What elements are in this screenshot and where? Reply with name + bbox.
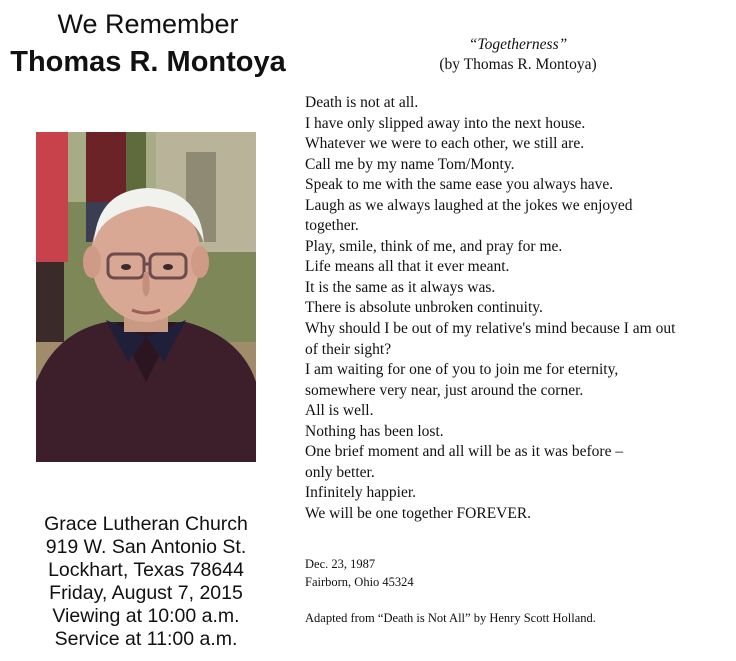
poem-line: There is absolute unbroken continuity. bbox=[305, 299, 543, 317]
poem-date: Dec. 23, 1987 bbox=[305, 557, 376, 571]
poem-line: Death is not at all. bbox=[305, 94, 419, 111]
poem-line: We will be one together FOREVER. bbox=[305, 504, 532, 522]
church-name: Grace Lutheran Church bbox=[44, 513, 248, 535]
left-column bbox=[0, 0, 300, 661]
poem-attribution: Adapted from “Death is Not All” by Henry Scott Holland. bbox=[305, 611, 596, 625]
church-city: Lockhart, Texas 78644 bbox=[48, 559, 244, 581]
portrait-photo bbox=[36, 132, 256, 462]
viewing-time: Viewing at 10:00 a.m. bbox=[52, 605, 240, 627]
poem-byline: (by Thomas R. Montoya) bbox=[439, 56, 597, 73]
service-date: Friday, August 7, 2015 bbox=[49, 582, 243, 604]
poem-line: Why should I be out of my relative's mind because I am out bbox=[305, 320, 676, 338]
poem-line: together. bbox=[305, 217, 359, 235]
poem-line: Nothing has been lost. bbox=[305, 422, 444, 440]
memorial-heading: We Remember bbox=[57, 9, 239, 39]
poem-line: Play, smile, think of me, and pray for me. bbox=[305, 237, 563, 255]
poem-origin bbox=[305, 555, 733, 591]
poem-line: Whatever we were to each other, we still are. bbox=[305, 135, 585, 153]
poem-line: Laugh as we always laughed at the jokes we enjoyed bbox=[305, 196, 633, 214]
poem-line: only better. bbox=[305, 463, 375, 481]
poem-line: Infinitely happier. bbox=[305, 484, 417, 502]
poem-line: somewhere very near, just around the corner. bbox=[305, 381, 584, 399]
memorial-name: Thomas R. Montoya bbox=[10, 46, 286, 78]
poem-line: I am waiting for one of you to join me for eternity, bbox=[305, 361, 619, 379]
right-column bbox=[300, 0, 736, 661]
poem-line: I have only slipped away into the next house. bbox=[305, 114, 586, 132]
poem-line: Life means all that it ever meant. bbox=[305, 258, 510, 276]
service-details bbox=[0, 513, 292, 651]
poem-line: All is well. bbox=[305, 402, 374, 420]
poem-line: One brief moment and all will be as it was before – bbox=[305, 443, 624, 461]
poem-place: Fairborn, Ohio 45324 bbox=[305, 575, 414, 589]
poem-line: It is the same as it always was. bbox=[305, 278, 496, 296]
poem-line: of their sight? bbox=[305, 340, 392, 358]
church-street: 919 W. San Antonio St. bbox=[45, 536, 247, 558]
poem-body bbox=[305, 93, 733, 524]
poem-title: “Togetherness” bbox=[468, 36, 568, 53]
poem-line: Speak to me with the same ease you always have. bbox=[305, 176, 614, 194]
poem-line: Call me by my name Tom/Monty. bbox=[305, 155, 515, 173]
service-time: Service at 11:00 a.m. bbox=[54, 628, 238, 650]
